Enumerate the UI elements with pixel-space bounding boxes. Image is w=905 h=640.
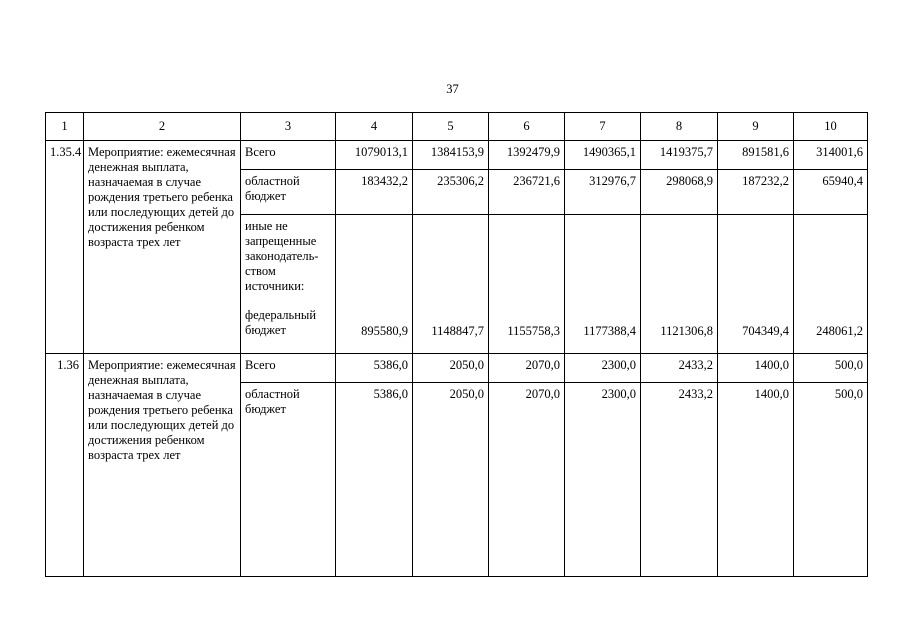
source-sub-label: федеральный бюджет <box>245 308 317 337</box>
page-number: 37 <box>446 82 459 96</box>
value-cell: 1419375,7 <box>641 141 718 170</box>
row-code: 1.36 <box>46 354 84 577</box>
value-cell: 183432,2 <box>336 170 413 215</box>
value-text: 704349,4 <box>742 324 789 338</box>
value-cell: 65940,4 <box>794 170 868 215</box>
column-number-row <box>46 113 868 141</box>
value-text: 1177388,4 <box>583 324 636 338</box>
value-cell: 2050,0 <box>413 354 489 383</box>
value-cell <box>565 215 641 354</box>
value-cell: 1392479,9 <box>489 141 565 170</box>
value-text: 895580,9 <box>361 324 408 338</box>
value-cell: 236721,6 <box>489 170 565 215</box>
source-label: Всего <box>241 354 336 383</box>
column-number: 1 <box>46 113 84 141</box>
value-cell: 2433,2 <box>641 354 718 383</box>
value-cell: 235306,2 <box>413 170 489 215</box>
value-cell <box>489 215 565 354</box>
value-text: 1148847,7 <box>431 324 484 338</box>
column-number: 2 <box>84 113 241 141</box>
column-number: 9 <box>718 113 794 141</box>
value-cell: 1400,0 <box>718 383 794 577</box>
value-cell <box>641 215 718 354</box>
value-cell: 2300,0 <box>565 354 641 383</box>
value-cell: 500,0 <box>794 383 868 577</box>
column-number: 7 <box>565 113 641 141</box>
column-number: 10 <box>794 113 868 141</box>
column-number: 4 <box>336 113 413 141</box>
value-cell: 312976,7 <box>565 170 641 215</box>
value-cell <box>794 215 868 354</box>
value-text: 248061,2 <box>816 324 863 338</box>
source-label: областной бюджет <box>241 170 336 215</box>
value-cell <box>413 215 489 354</box>
value-cell: 891581,6 <box>718 141 794 170</box>
source-label: Всего <box>241 141 336 170</box>
row-description: Мероприятие: ежемесячная денежная выплата, назначаемая в случае рождения третьего ребенка или последующих детей до достижения ребенком возраста трех лет <box>84 354 241 577</box>
source-label-cell <box>241 215 336 354</box>
value-cell: 1079013,1 <box>336 141 413 170</box>
row-description: Мероприятие: ежемесячная денежная выплата, назначаемая в случае рождения третьего ребенка или последующих детей до достижения ребенком возраста трех лет <box>84 141 241 354</box>
value-cell: 187232,2 <box>718 170 794 215</box>
value-cell: 2070,0 <box>489 354 565 383</box>
value-cell: 5386,0 <box>336 383 413 577</box>
value-cell: 298068,9 <box>641 170 718 215</box>
value-cell: 5386,0 <box>336 354 413 383</box>
source-label: иные не запрещенные законодатель-ством источники: <box>245 219 319 293</box>
value-cell: 500,0 <box>794 354 868 383</box>
value-text: 1121306,8 <box>660 324 713 338</box>
value-cell: 2300,0 <box>565 383 641 577</box>
value-cell <box>336 215 413 354</box>
column-number: 5 <box>413 113 489 141</box>
value-cell <box>718 215 794 354</box>
table-row <box>46 354 868 383</box>
table-row <box>46 141 868 170</box>
source-label: областной бюджет <box>241 383 336 577</box>
value-cell: 2050,0 <box>413 383 489 577</box>
value-cell: 1490365,1 <box>565 141 641 170</box>
value-cell: 1384153,9 <box>413 141 489 170</box>
row-code: 1.35.4 <box>46 141 84 354</box>
value-text: 1155758,3 <box>507 324 560 338</box>
value-cell: 1400,0 <box>718 354 794 383</box>
column-number: 8 <box>641 113 718 141</box>
budget-table <box>45 112 868 577</box>
column-number: 3 <box>241 113 336 141</box>
value-cell: 314001,6 <box>794 141 868 170</box>
column-number: 6 <box>489 113 565 141</box>
value-cell: 2070,0 <box>489 383 565 577</box>
value-cell: 2433,2 <box>641 383 718 577</box>
